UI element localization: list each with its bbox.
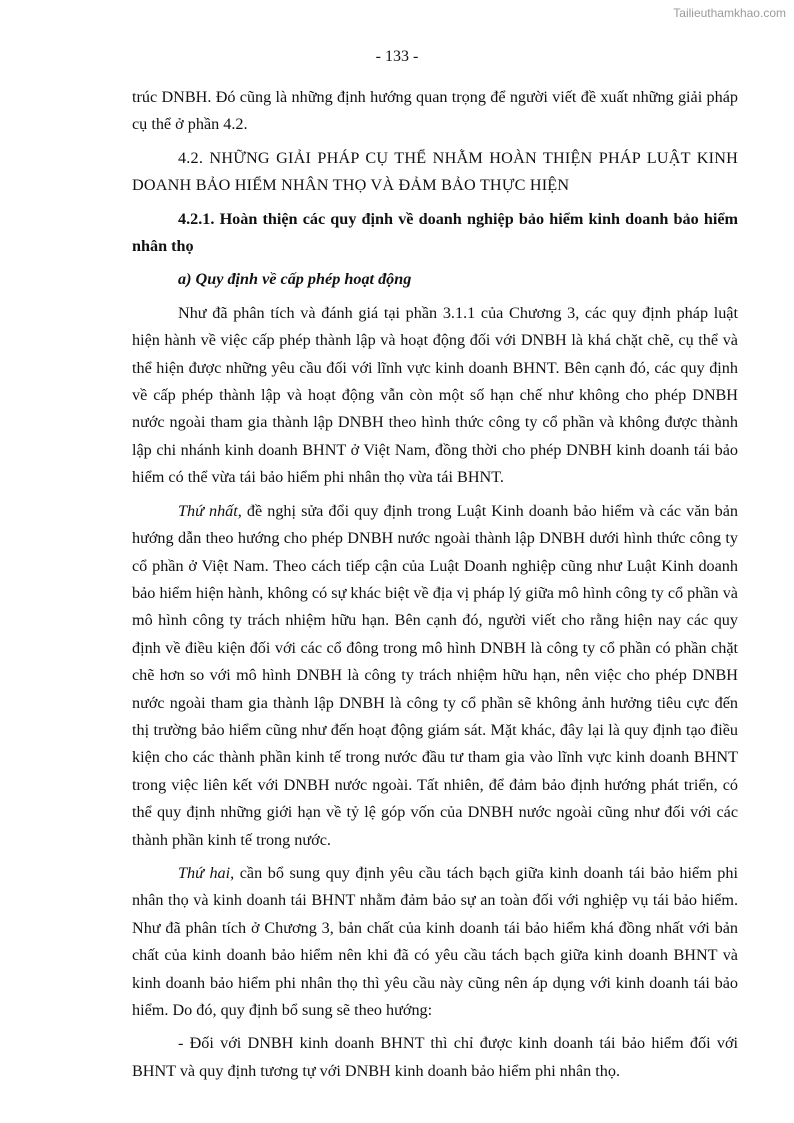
watermark: Tailieuthamkhao.com (673, 6, 786, 20)
second-proposal-text: , cần bổ sung quy định yêu cầu tách bạch giữa kinh doanh tái bảo hiểm phi nhân thọ và kinh doanh tái BHNT nhằm đảm bảo sự an toàn đối với nghiệp vụ tái bảo hiểm. Như đã phân tích ở Chương 3, bản chất của kinh doanh tái bảo hiểm khá đồng nhất với bản chất của kinh doanh bảo hiểm nên khi đã có yêu cầu tách bạch giữa kinh doanh BHNT và kinh doanh bảo hiểm phi nhân thọ thì yêu cầu này cũng nên áp dụng với kinh doanh tái bảo hiểm. Do đó, quy định bổ sung sẽ theo hướng: (132, 863, 738, 1019)
paragraph-intro: trúc DNBH. Đó cũng là những định hướng quan trọng để người viết đề xuất những giải pháp cụ thể ở phần 4.2. (132, 88, 738, 134)
paragraph-bullet: - Đối với DNBH kinh doanh BHNT thì chỉ được kinh doanh tái bảo hiểm đối với BHNT và quy định tương tự với DNBH kinh doanh bảo hiểm phi nhân thọ. (132, 1034, 738, 1080)
paragraph-second-proposal (132, 860, 738, 1024)
page-number: - 133 - (375, 48, 419, 65)
document-body (132, 84, 738, 1091)
first-proposal-text: , đề nghị sửa đổi quy định trong Luật Kinh doanh bảo hiểm và các văn bản hướng dẫn theo hướng cho phép DNBH nước ngoài thành lập DNBH dưới hình thức công ty cổ phần ở Việt Nam. Theo cách tiếp cận của Luật Doanh nghiệp cũng như Luật Kinh doanh bảo hiểm hiện hành, không có sự khác biệt về địa vị pháp lý giữa mô hình công ty cổ phần và mô hình công ty trách nhiệm hữu hạn. Bên cạnh đó, người viết cho rằng hiện nay các quy định về điều kiện đối với các cổ đông trong mô hình DNBH là công ty cổ phần có phần chặt chẽ hơn so với mô hình DNBH là công ty trách nhiệm hữu hạn, nên việc cho phép DNBH nước ngoài tham gia thành lập DNBH là công ty cổ phần sẽ không ảnh hưởng tiêu cực đến thị trường bảo hiểm cũng như đến hoạt động giám sát. Mặt khác, đây lại là quy định tạo điều kiện cho các thành phần kinh tế trong nước đầu tư tham gia vào lĩnh vực kinh doanh BHNT trong việc liên kết với DNBH nước ngoài. Tất nhiên, để đảm bảo định hướng phát triển, có thể quy định những giới hạn về tỷ lệ góp vốn của DNBH nước ngoài cũng như đối với các thành phần kinh tế trong nước. (132, 501, 738, 849)
subsection-heading: 4.2.1. Hoàn thiện các quy định về doanh nghiệp bảo hiểm kinh doanh bảo hiểm nhân thọ (132, 209, 738, 256)
subsection-title: a) Quy định về cấp phép hoạt động (178, 270, 412, 289)
first-proposal-lead: Thứ nhất (178, 501, 238, 520)
second-proposal-lead: Thứ hai (178, 863, 231, 882)
paragraph-licensing: Như đã phân tích và đánh giá tại phần 3.1.1 của Chương 3, các quy định pháp luật hiện hành về việc cấp phép thành lập và hoạt động đối với DNBH là khá chặt chẽ, cụ thể và thể hiện được những yêu cầu đối với lĩnh vực kinh doanh BHNT. Bên cạnh đó, các quy định về cấp phép thành lập và hoạt động vẫn còn một số hạn chế như không cho phép DNBH nước ngoài tham gia thành lập DNBH theo hình thức công ty cổ phần và không được thành lập chi nhánh kinh doanh BHNT ở Việt Nam, đồng thời cho phép DNBH kinh doanh tái bảo hiểm có thể vừa tái bảo hiểm phi nhân thọ vừa tái BHNT. (132, 303, 738, 487)
section-heading: 4.2. NHỮNG GIẢI PHÁP CỤ THỂ NHẰM HOÀN THIỆN PHÁP LUẬT KINH DOANH BẢO HIỂM NHÂN THỌ VÀ ĐẢM BẢO THỰC HIỆN (132, 148, 738, 195)
paragraph-first-proposal (132, 498, 738, 854)
